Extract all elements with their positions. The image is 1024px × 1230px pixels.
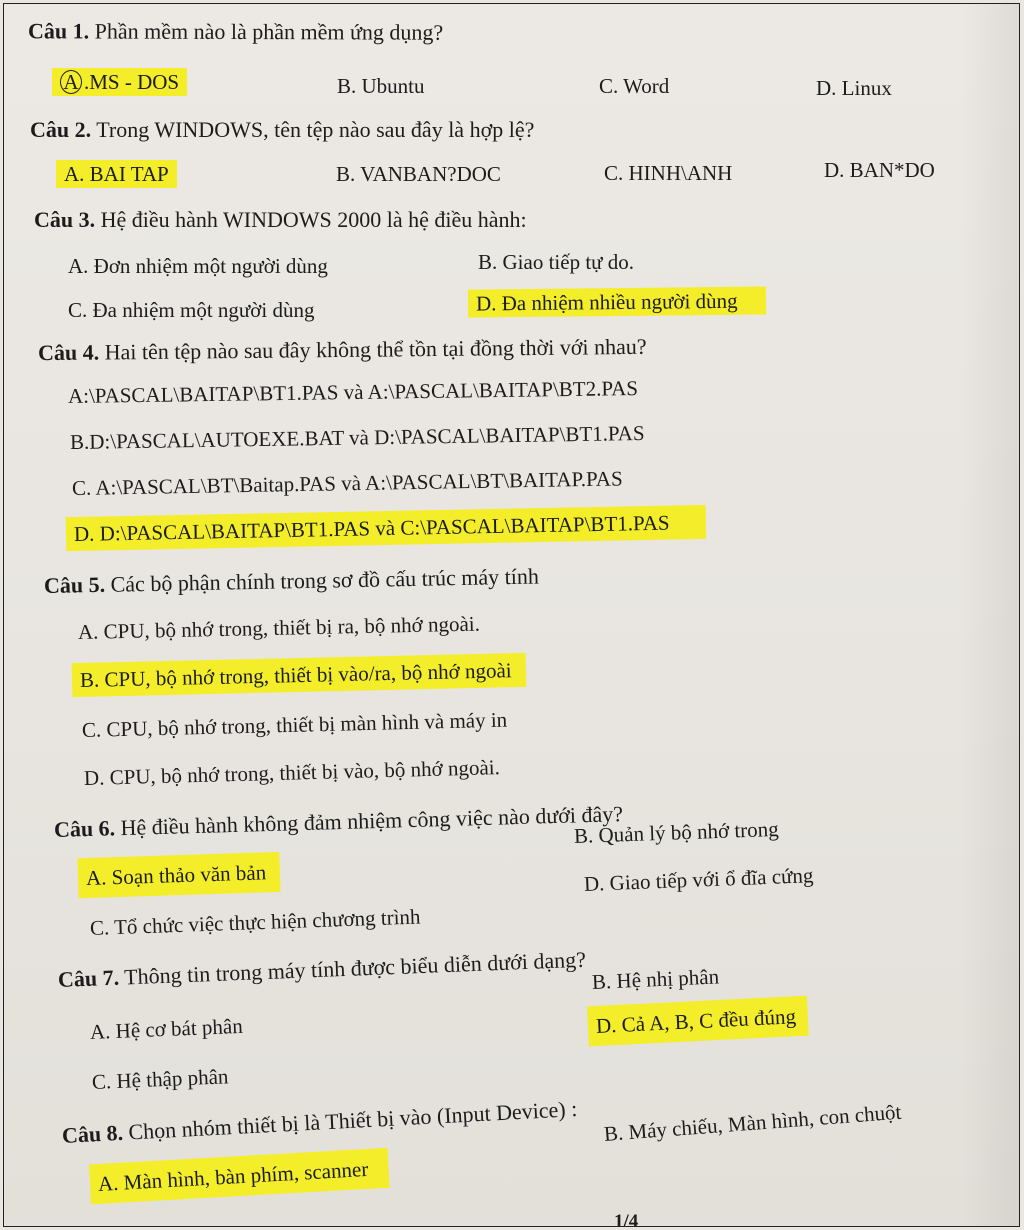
option-2d: D. BAN*DO xyxy=(824,158,935,182)
exam-page xyxy=(3,3,1020,1227)
option-1b: B. Ubuntu xyxy=(337,74,425,98)
question-number: Câu 4. xyxy=(37,339,100,366)
question-text: Các bộ phận chính trong sơ đồ cấu trúc máy tính xyxy=(110,563,540,597)
question-number: Câu 2. xyxy=(30,117,92,142)
question-number: Câu 5. xyxy=(43,571,106,598)
option-8a xyxy=(97,1154,389,1198)
answer-highlight: D. D:\PASCAL\BAITAP\BT1.PAS và C:\PASCAL\BAITAP\BT1.PAS xyxy=(66,505,706,551)
option-1c: C. Word xyxy=(599,74,670,98)
option-7d xyxy=(595,1002,808,1040)
answer-highlight: D. Cả A, B, C đều đúng xyxy=(587,996,809,1047)
option-4d xyxy=(74,508,706,548)
option-7b: B. Hệ nhị phân xyxy=(591,964,720,994)
option-6b: B. Quản lý bộ nhớ trong xyxy=(573,816,780,848)
option-3c: C. Đa nhiệm một người dùng xyxy=(68,298,315,322)
option-3b: B. Giao tiếp tự do. xyxy=(478,250,635,274)
option-6c: C. Tổ chức việc thực hiện chương trình xyxy=(89,904,421,940)
answer-highlight: A. Màn hình, bàn phím, scanner xyxy=(89,1148,389,1205)
option-8b: B. Máy chiếu, Màn hình, con chuột xyxy=(603,1099,903,1146)
question-text: Hệ điều hành không đảm nhiệm công việc nào dưới đây? xyxy=(120,801,624,841)
option-4a: A:\PASCAL\BAITAP\BT1.PAS và A:\PASCAL\BAITAP\BT2.PAS xyxy=(67,376,639,408)
option-2a xyxy=(64,160,177,188)
question-text: Trong WINDOWS, tên tệp nào sau đây là hợp lệ? xyxy=(96,117,535,142)
question-1 xyxy=(28,17,443,46)
question-number: Câu 6. xyxy=(53,815,116,842)
option-2b: B. VANBAN?DOC xyxy=(336,162,501,186)
option-7c: C. Hệ thập phân xyxy=(91,1064,229,1094)
option-6d: D. Giao tiếp với ổ đĩa cứng xyxy=(583,863,814,896)
question-5 xyxy=(44,563,539,600)
answer-highlight: A. BAI TAP xyxy=(56,160,177,188)
option-4b: B.D:\PASCAL\AUTOEXE.BAT và D:\PASCAL\BAITAP\BT1.PAS xyxy=(69,420,645,454)
option-7a: A. Hệ cơ bát phân xyxy=(89,1013,244,1044)
question-number: Câu 8. xyxy=(61,1119,124,1148)
option-6a xyxy=(86,858,281,892)
answer-highlight: B. CPU, bộ nhớ trong, thiết bị vào/ra, bộ nhớ ngoài xyxy=(72,653,526,697)
question-text: Phần mềm nào là phần mềm ứng dụng? xyxy=(94,18,444,45)
question-text: Hệ điều hành WINDOWS 2000 là hệ điều hành: xyxy=(100,207,527,232)
question-number: Câu 7. xyxy=(57,964,120,992)
option-1a xyxy=(60,68,187,96)
option-3d xyxy=(476,286,766,317)
question-text: Thông tin trong máy tính được biểu diễn dưới dạng? xyxy=(123,946,587,990)
question-6 xyxy=(54,800,624,844)
question-text: Chọn nhóm thiết bị là Thiết bị vào (Input Device) : xyxy=(127,1096,578,1145)
option-3a: A. Đơn nhiệm một người dùng xyxy=(68,254,328,278)
option-4c: C. A:\PASCAL\BT\Baitap.PAS và A:\PASCAL\BT\BAITAP.PAS xyxy=(71,466,623,500)
question-number: Câu 1. xyxy=(27,18,90,44)
answer-circle: A xyxy=(60,70,82,94)
option-5a: A. CPU, bộ nhớ trong, thiết bị ra, bộ nhớ ngoài. xyxy=(77,611,481,644)
answer-highlight: A .MS - DOS xyxy=(52,68,187,96)
question-number: Câu 3. xyxy=(34,207,96,232)
question-7 xyxy=(57,946,586,994)
question-8 xyxy=(61,1095,578,1150)
page-number: 1/4 xyxy=(614,1211,639,1227)
option-1d: D. Linux xyxy=(816,76,892,100)
question-2 xyxy=(30,116,534,144)
question-3 xyxy=(34,206,527,234)
answer-highlight: A. Soạn thảo văn bản xyxy=(77,852,280,898)
option-5d: D. CPU, bộ nhớ trong, thiết bị vào, bộ nhớ ngoài. xyxy=(83,755,501,790)
answer-highlight: D. Đa nhiệm nhiều người dùng xyxy=(468,286,766,317)
question-text: Hai tên tệp nào sau đây không thể tồn tại đồng thời với nhau? xyxy=(104,333,647,365)
option-5c: C. CPU, bộ nhớ trong, thiết bị màn hình và máy in xyxy=(81,707,508,742)
question-4 xyxy=(38,333,647,367)
option-5b xyxy=(80,656,526,694)
option-2c: C. HINH\ANH xyxy=(604,161,733,185)
